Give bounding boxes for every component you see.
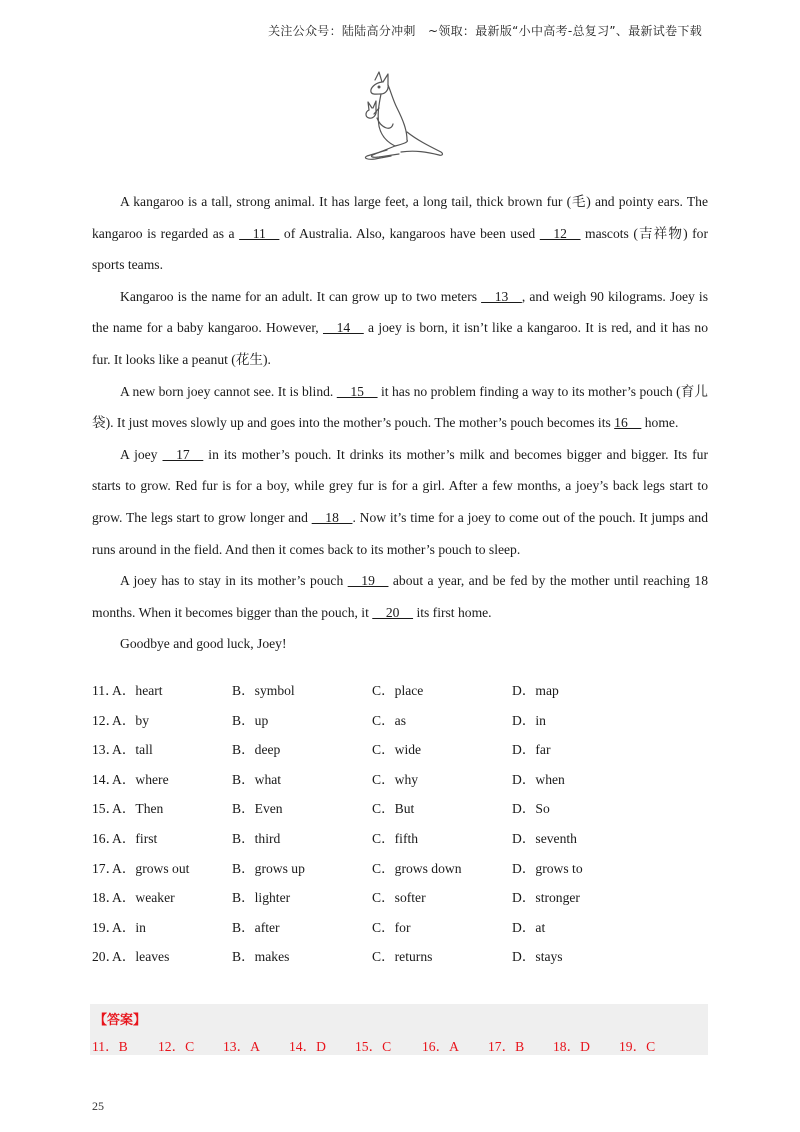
option-a: A．leaves bbox=[112, 949, 170, 965]
option-d: D．far bbox=[512, 742, 551, 758]
text: in its mother’s pouch. It drinks its mother’s milk and becomes bigger and bigger. Its fur starts to grow. Red fur is for a boy, while grey fur is for a girl. After a few months, a joey’s back legs start to grow. The legs start to grow longer and bbox=[92, 446, 708, 525]
option-b: B．lighter bbox=[232, 890, 291, 906]
answer-item: 17．B bbox=[488, 1039, 525, 1054]
paragraph-3 bbox=[92, 376, 708, 439]
question-number: 13． bbox=[92, 742, 120, 758]
paragraph-2 bbox=[92, 281, 708, 376]
reading-passage bbox=[92, 186, 708, 660]
question-number: 16． bbox=[92, 830, 120, 846]
text: A joey has to stay in its mother’s pouch bbox=[120, 573, 348, 589]
option-d: D．in bbox=[512, 712, 546, 728]
question-number: 19． bbox=[92, 919, 120, 935]
option-c: C．grows down bbox=[372, 860, 462, 876]
text: a joey is born, it isn’t like a kangaroo. It is red, and it has no fur. It looks like a peanut (花生). bbox=[92, 320, 708, 367]
text: mascots (吉祥物) for sports teams. bbox=[92, 225, 708, 273]
question-number: 15． bbox=[92, 801, 120, 817]
text: its first home. bbox=[413, 604, 492, 620]
question-options bbox=[92, 680, 692, 976]
question-row bbox=[92, 680, 692, 710]
question-row bbox=[92, 739, 692, 769]
paragraph-1 bbox=[92, 186, 708, 281]
option-b: B．third bbox=[232, 830, 281, 846]
question-number: 18． bbox=[92, 890, 120, 906]
option-c: C．as bbox=[372, 712, 406, 728]
option-b: B．up bbox=[232, 712, 269, 728]
answer-item: 14．D bbox=[289, 1039, 327, 1054]
answer-item: 19．C bbox=[619, 1039, 656, 1054]
text: A kangaroo is a tall, strong animal. It has large feet, a long tail, thick brown fur (毛) and pointy ears. The kangaroo is regarded as a bbox=[92, 194, 708, 241]
option-a: A．grows out bbox=[112, 860, 190, 876]
question-row bbox=[92, 946, 692, 976]
option-d: D．map bbox=[512, 683, 559, 698]
answer-item: 11．B bbox=[92, 1039, 128, 1054]
question-row bbox=[92, 710, 692, 740]
option-c: C．wide bbox=[372, 742, 422, 758]
option-d: D．grows to bbox=[512, 860, 583, 876]
option-c: C．fifth bbox=[372, 830, 419, 846]
option-d: D．stays bbox=[512, 949, 563, 965]
option-c: C．But bbox=[372, 801, 415, 817]
option-c: C．returns bbox=[372, 949, 433, 965]
question-number: 17． bbox=[92, 860, 120, 876]
question-row bbox=[92, 798, 692, 828]
blank-18: 18 bbox=[311, 509, 353, 525]
option-b: B．symbol bbox=[232, 683, 295, 698]
text: , and weigh 90 kilograms. Joey is the name for a baby kangaroo. However, bbox=[92, 288, 708, 336]
page-header: 关注公众号：陆陆高分冲刺 ~领取：最新版“小中高考-总复习”、最新试卷下载 bbox=[268, 24, 702, 38]
option-a: A．weaker bbox=[112, 890, 175, 906]
option-b: B．makes bbox=[232, 949, 290, 965]
paragraph-5 bbox=[92, 565, 708, 628]
option-a: A．tall bbox=[112, 742, 153, 758]
option-b: B．Even bbox=[232, 801, 283, 817]
answer-item: 16．A bbox=[422, 1039, 460, 1054]
option-d: D．seventh bbox=[512, 830, 577, 846]
option-a: A．heart bbox=[112, 683, 163, 698]
text: A new born joey cannot see. It is blind. bbox=[120, 383, 337, 399]
option-c: C．why bbox=[372, 771, 419, 787]
paragraph-6: Goodbye and good luck, Joey! bbox=[120, 636, 287, 652]
blank-15: 15 bbox=[336, 383, 378, 399]
text: Kangaroo is the name for an adult. It can grow up to two meters bbox=[120, 288, 482, 304]
blank-17: 17 bbox=[162, 446, 204, 462]
text: about a year, and be fed by the mother until reaching 18 months. When it becomes bigger than the pouch, it bbox=[92, 573, 708, 620]
blank-14: 14 bbox=[322, 320, 364, 336]
option-c: C．softer bbox=[372, 890, 426, 906]
option-b: B．after bbox=[232, 919, 280, 935]
kangaroo-illustration bbox=[355, 70, 447, 165]
question-row bbox=[92, 858, 692, 888]
option-d: D．at bbox=[512, 919, 546, 935]
option-d: D．So bbox=[512, 801, 550, 817]
text: of Australia. Also, kangaroos have been used bbox=[279, 225, 540, 241]
option-d: D．when bbox=[512, 771, 565, 787]
option-b: B．what bbox=[232, 771, 282, 787]
question-number: 14． bbox=[92, 771, 120, 787]
option-a: A．in bbox=[112, 919, 146, 935]
text: A joey bbox=[120, 446, 163, 462]
paragraph-4 bbox=[92, 439, 708, 565]
text: . Now it’s time for a joey to come out of the pouch. It jumps and runs around in the field. And then it comes back to its mother’s pouch to sleep. bbox=[92, 509, 708, 557]
blank-12: 12 bbox=[539, 225, 581, 241]
text: it has no problem finding a way to its mother’s pouch (育儿袋). It just moves slowly up and goes into the mother’s pouch. The mother’s pouch becomes its bbox=[92, 383, 708, 431]
blank-13: 13 bbox=[481, 288, 522, 304]
text: home. bbox=[641, 415, 679, 431]
answer-item: 15．C bbox=[355, 1039, 392, 1054]
blank-11: 11 bbox=[239, 225, 280, 241]
blank-16: 16 bbox=[614, 415, 642, 431]
answer-item: 18．D bbox=[553, 1039, 591, 1054]
blank-20: 20 bbox=[372, 604, 414, 620]
question-row bbox=[92, 917, 692, 947]
blank-19: 19 bbox=[347, 573, 389, 589]
option-b: B．deep bbox=[232, 742, 281, 758]
option-a: A．first bbox=[112, 830, 158, 846]
answer-item: 12．C bbox=[158, 1039, 195, 1054]
question-row bbox=[92, 769, 692, 799]
page-number: 25 bbox=[92, 1099, 104, 1113]
option-a: A．by bbox=[112, 712, 150, 728]
answer-title: 【答案】 bbox=[94, 1013, 147, 1028]
option-a: A．Then bbox=[112, 801, 164, 817]
question-row bbox=[92, 887, 692, 917]
question-number: 11． bbox=[92, 683, 119, 698]
option-c: C．place bbox=[372, 683, 424, 698]
option-d: D．stronger bbox=[512, 890, 580, 906]
option-c: C．for bbox=[372, 919, 411, 935]
answer-section bbox=[90, 1004, 708, 1055]
question-number: 20． bbox=[92, 949, 120, 965]
answer-item: 13．A bbox=[223, 1039, 261, 1054]
question-row bbox=[92, 828, 692, 858]
option-a: A．where bbox=[112, 771, 169, 787]
question-number: 12． bbox=[92, 712, 120, 728]
option-b: B．grows up bbox=[232, 860, 305, 876]
